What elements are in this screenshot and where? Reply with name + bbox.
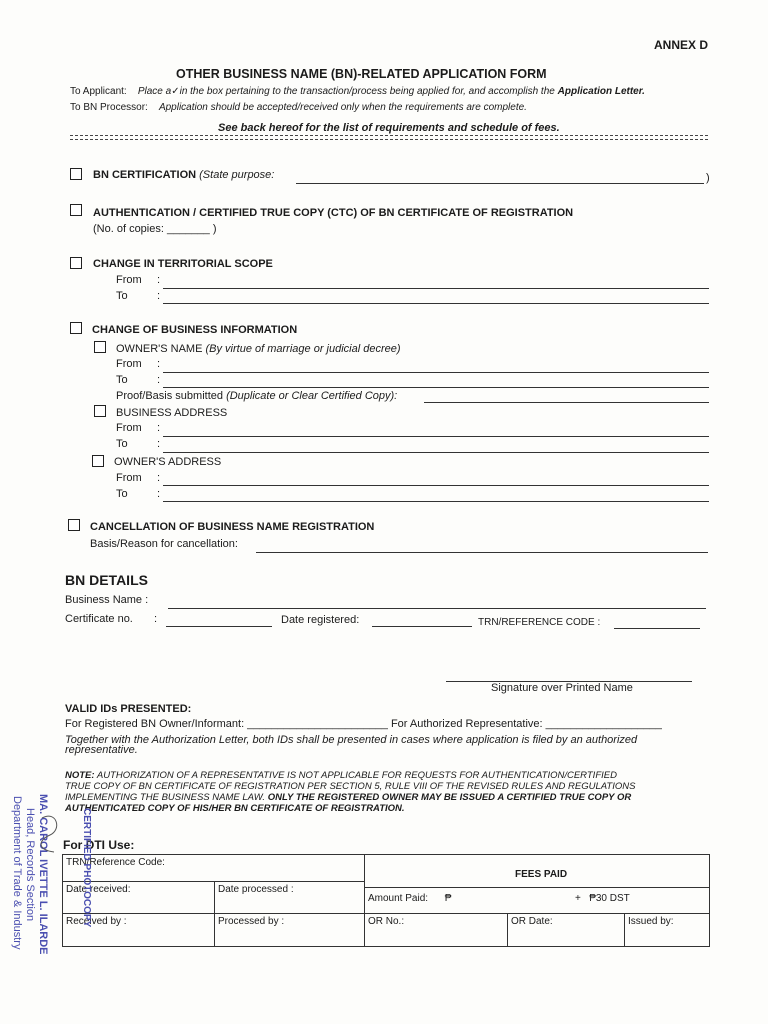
fees-paid-label: FEES PAID bbox=[515, 869, 568, 880]
form-title: OTHER BUSINESS NAME (BN)-RELATED APPLICATION FORM bbox=[176, 67, 547, 81]
fees-paid-cell bbox=[365, 855, 710, 914]
certificate-no-label: Certificate no. bbox=[65, 613, 133, 625]
territorial-from-field[interactable] bbox=[163, 288, 709, 289]
date-received-cell[interactable]: Date received: bbox=[63, 882, 215, 914]
amount-paid-label[interactable]: Amount Paid: ₱ bbox=[368, 893, 452, 904]
note-line-3: IMPLEMENTING THE BUSINESS NAME LAW. ONLY THE REGISTERED OWNER MAY BE ISSUED A CERTIFIED TRUE COPY OR bbox=[65, 792, 632, 803]
cancellation-label: CANCELLATION OF BUSINESS NAME REGISTRATION bbox=[90, 521, 375, 533]
processor-instruction: To BN Processor: Application should be accepted/received only when the requirements are complete. bbox=[70, 102, 527, 113]
see-back-note: See back hereof for the list of requirements and schedule of fees. bbox=[218, 122, 560, 134]
certified-stamp bbox=[2, 790, 102, 980]
note-line-2: TRUE COPY OF BN CERTIFICATE OF REGISTRATION PER SECTION 5, RULE VIII OF THE REVISED RULES AND REGULATIONS bbox=[65, 781, 636, 792]
owners-name-to-field[interactable] bbox=[163, 387, 709, 388]
to-label: To bbox=[116, 488, 128, 500]
or-no-cell[interactable]: OR No.: bbox=[365, 914, 508, 947]
annex-label: ANNEX D bbox=[654, 38, 709, 52]
copies-field[interactable]: (No. of copies: _______ ) bbox=[93, 223, 217, 235]
purpose-close: ) bbox=[706, 172, 710, 184]
business-address-to-field[interactable] bbox=[163, 452, 709, 453]
trn-field[interactable] bbox=[614, 628, 700, 629]
cancellation-basis-field[interactable] bbox=[256, 552, 708, 553]
or-date-cell[interactable]: OR Date: bbox=[508, 914, 625, 947]
business-address-from-field[interactable] bbox=[163, 436, 709, 437]
valid-ids-note: Together with the Authorization Letter, both IDs shall be presented in cases where application is filed by an authorized bbox=[65, 734, 638, 746]
stamp-name: MA. CAROL IVETTE L. ILARDE bbox=[37, 794, 49, 955]
owners-address-checkbox[interactable] bbox=[92, 455, 104, 467]
from-label: From bbox=[116, 358, 142, 370]
dti-use-table bbox=[62, 854, 710, 947]
stamp-cert: CERTIFIED PHOTOCOPY bbox=[81, 808, 92, 928]
valid-ids-line[interactable]: For Registered BN Owner/Informant: _______________________ For Authorized Representative: ___________________ bbox=[65, 718, 662, 730]
dst-amount: + ₱30 DST bbox=[575, 893, 630, 904]
stamp-dept: Department of Trade & Industry bbox=[11, 796, 23, 950]
date-registered-field[interactable] bbox=[372, 626, 472, 627]
processed-by-cell[interactable]: Processed by : bbox=[215, 914, 365, 947]
bn-certification-checkbox[interactable] bbox=[70, 168, 82, 180]
to-label: To bbox=[116, 374, 128, 386]
owners-address-label: OWNER'S ADDRESS bbox=[114, 456, 222, 468]
date-registered-label: Date registered: bbox=[281, 614, 360, 626]
divider bbox=[70, 139, 708, 140]
business-info-checkbox[interactable] bbox=[70, 322, 82, 334]
business-address-label: BUSINESS ADDRESS bbox=[116, 407, 228, 419]
owners-address-from-field[interactable] bbox=[163, 485, 709, 486]
cancellation-checkbox[interactable] bbox=[68, 519, 80, 531]
business-address-checkbox[interactable] bbox=[94, 405, 106, 417]
bn-details-heading: BN DETAILS bbox=[65, 572, 148, 588]
proof-label: Proof/Basis submitted (Duplicate or Clear Certified Copy): bbox=[116, 390, 398, 402]
purpose-field[interactable] bbox=[296, 183, 704, 184]
owners-name-label: OWNER'S NAME (By virtue of marriage or judicial decree) bbox=[116, 343, 401, 355]
to-label: To bbox=[116, 438, 128, 450]
to-label: To bbox=[116, 290, 128, 302]
territorial-to-field[interactable] bbox=[163, 303, 709, 304]
checkmark-icon: ✓ bbox=[171, 86, 180, 97]
from-label: From bbox=[116, 472, 142, 484]
from-label: From bbox=[116, 422, 142, 434]
authentication-checkbox[interactable] bbox=[70, 204, 82, 216]
issued-by-cell[interactable]: Issued by: bbox=[625, 914, 710, 947]
trn-label: TRN/REFERENCE CODE : bbox=[478, 617, 601, 628]
authentication-label: AUTHENTICATION / CERTIFIED TRUE COPY (CTC) OF BN CERTIFICATE OF REGISTRATION bbox=[93, 207, 574, 219]
received-by-cell[interactable]: Received by : bbox=[63, 914, 215, 947]
proof-field[interactable] bbox=[424, 402, 709, 403]
trn-cell[interactable]: TRN/Reference Code: bbox=[63, 855, 365, 882]
owners-name-from-field[interactable] bbox=[163, 372, 709, 373]
note-line-4: AUTHENTICATED COPY OF HIS/HER BN CERTIFICATE OF REGISTRATION. bbox=[65, 803, 405, 814]
from-label: From bbox=[116, 274, 142, 286]
bn-certification-row: BN CERTIFICATION (State purpose: bbox=[93, 169, 275, 181]
valid-ids-note-cont: representative. bbox=[65, 744, 138, 756]
valid-ids-heading: VALID IDs PRESENTED: bbox=[65, 703, 192, 715]
note-line-1: NOTE: AUTHORIZATION OF A REPRESENTATIVE IS NOT APPLICABLE FOR REQUESTS FOR AUTHENTICATION/CERTIFIED bbox=[65, 770, 617, 781]
applicant-instruction: To Applicant: Place a✓in the box pertaining to the transaction/process being applied for, and accomplish the Application Letter. bbox=[70, 86, 645, 97]
territorial-scope-label: CHANGE IN TERRITORIAL SCOPE bbox=[93, 258, 273, 270]
business-name-field[interactable] bbox=[168, 608, 706, 609]
business-info-label: CHANGE OF BUSINESS INFORMATION bbox=[92, 324, 298, 336]
territorial-scope-checkbox[interactable] bbox=[70, 257, 82, 269]
divider bbox=[70, 135, 708, 136]
owners-name-checkbox[interactable] bbox=[94, 341, 106, 353]
business-name-label: Business Name : bbox=[65, 594, 149, 606]
date-processed-cell[interactable]: Date processed : bbox=[215, 882, 365, 914]
signature-label: Signature over Printed Name bbox=[491, 682, 633, 694]
dti-use-heading: For DTI Use: bbox=[63, 838, 135, 852]
certificate-no-field[interactable] bbox=[166, 626, 272, 627]
owners-address-to-field[interactable] bbox=[163, 501, 709, 502]
cancellation-basis-label: Basis/Reason for cancellation: bbox=[90, 538, 238, 550]
stamp-title: Head, Records Section bbox=[24, 808, 36, 922]
